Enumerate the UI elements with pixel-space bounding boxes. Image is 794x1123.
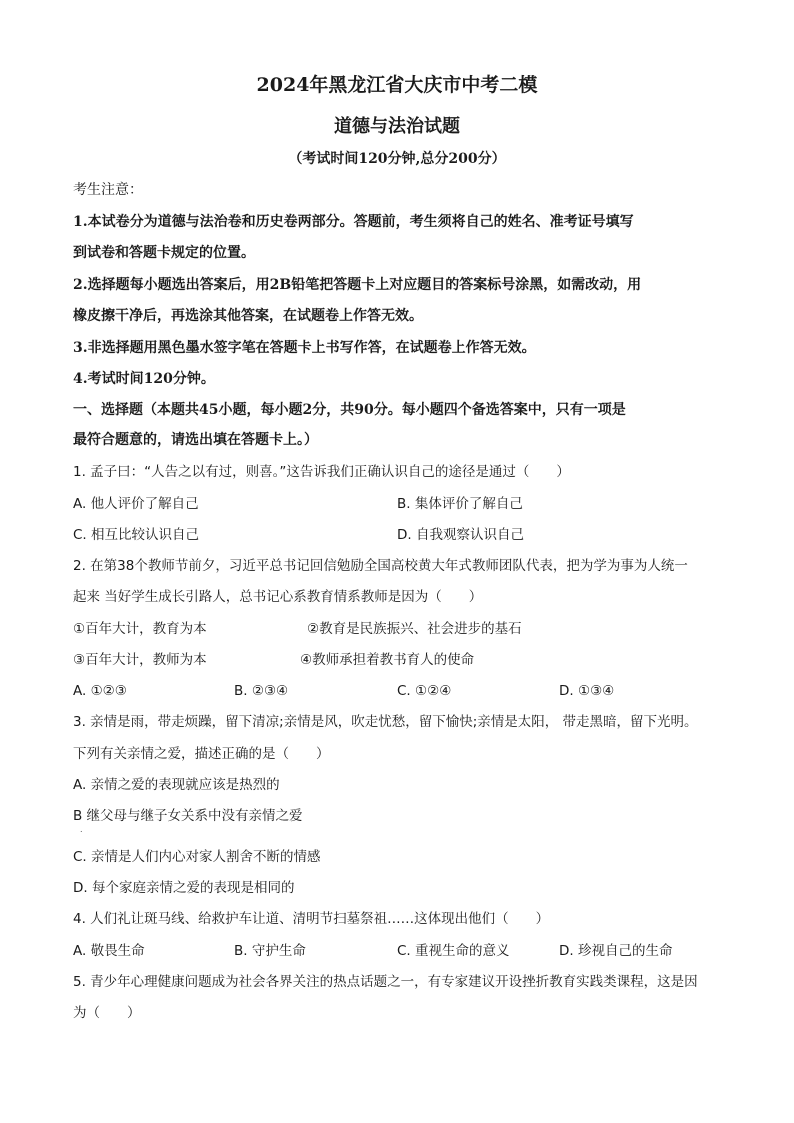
note-1-line-1: 1.本试卷分为道德与法治卷和历史卷两部分。答题前，考生须将自己的姓名、准考证号填写 [73,214,634,230]
question-1-option-c: C. 相互比较认识自己 [73,527,200,543]
question-3-stem-line-1: 3. 亲情是雨，带走烦躁，留下清凉;亲情是风，吹走忧愁，留下愉快;亲情是太阳， 带走黑暗，留下光明。 [73,714,698,730]
question-2-option-b: B. ②③④ [234,683,289,699]
question-4-option-a: A. 敬畏生命 [73,943,145,959]
question-3-option-b: B 继父母与继子女关系中没有亲情之爱 [73,808,303,824]
question-2-statement-4: ④教师承担着教书育人的使命 [300,652,475,668]
question-4-stem: 4. 人们礼让斑马线、给救护车让道、清明节扫墓祭祖……这体现出他们（ ） [73,911,550,927]
question-5-stem-line-1: 5. 青少年心理健康问题成为社会各界关注的热点话题之一，有专家建议开设挫折教育实践类课程，这是因 [73,974,698,990]
exam-title: 2024年黑龙江省大庆市中考二模 [256,74,538,96]
note-2-line-2: 橡皮擦干净后，再选涂其他答案，在试题卷上作答无效。 [73,308,423,324]
question-2-option-c: C. ①②④ [397,683,452,699]
question-2-statement-1: ①百年大计，教育为本 [73,621,207,637]
note-3: 3.非选择题用黑色墨水签字笔在答题卡上书写作答，在试题卷上作答无效。 [73,340,536,356]
question-2-option-d: D. ①③④ [559,683,615,699]
question-5-stem-line-2: 为（ ） [73,1005,141,1021]
question-1-option-a: A. 他人评价了解自己 [73,496,199,512]
note-1-line-2: 到试卷和答题卡规定的位置。 [73,245,255,261]
question-3-stem-line-2: 下列有关亲情之爱，描述正确的是（ ） [73,746,330,762]
question-2-stem-line-1: 2. 在第38个教师节前夕，习近平总书记回信勉励全国高校黄大年式教师团队代表，把为学为事为人统一 [73,558,688,574]
question-1-option-d: D. 自我观察认识自己 [397,527,524,543]
section-1-header-line-2: 最符合题意的，请选出填在答题卡上。） [73,432,318,448]
question-2-statement-2: ②教育是民族振兴、社会进步的基石 [307,621,522,637]
question-4-option-b: B. 守护生命 [234,943,306,959]
question-4-option-c: C. 重视生命的意义 [397,943,510,959]
question-4-option-d: D. 珍视自己的生命 [559,943,673,959]
question-2-statement-3: ③百年大计，教师为本 [73,652,207,668]
exam-subject: 道德与法治试题 [334,116,460,137]
question-1-option-b: B. 集体评价了解自己 [397,496,523,512]
note-2-line-1: 2.选择题每小题选出答案后，用2B铅笔把答题卡上对应题目的答案标号涂黑，如需改动，用 [73,277,642,293]
question-3-option-c: C. 亲情是人们内心对家人割舍不断的情感 [73,849,321,865]
notes-heading: 考生注意： [73,182,143,198]
section-1-header-line-1: 一、选择题（本题共45小题，每小题2分，共90分。每小题四个备选答案中，只有一项是 [73,402,626,418]
question-2-option-a: A. ①②③ [73,683,127,699]
question-1-stem: 1. 孟子曰：“人告之以有过，则喜。”这告诉我们正确认识自己的途径是通过（ ） [73,464,570,480]
note-4: 4.考试时间120分钟。 [73,371,215,387]
question-3-option-d: D. 每个家庭亲情之爱的表现是相同的 [73,880,295,896]
question-3-option-a: A. 亲情之爱的表现就应该是热烈的 [73,777,280,793]
question-2-stem-line-2: 起来 当好学生成长引路人，总书记心系教育情系教师是因为（ ） [73,589,483,605]
exam-time-info: （考试时间120分钟,总分200分） [288,151,506,167]
question-3-stray-mark: . [80,825,83,834]
